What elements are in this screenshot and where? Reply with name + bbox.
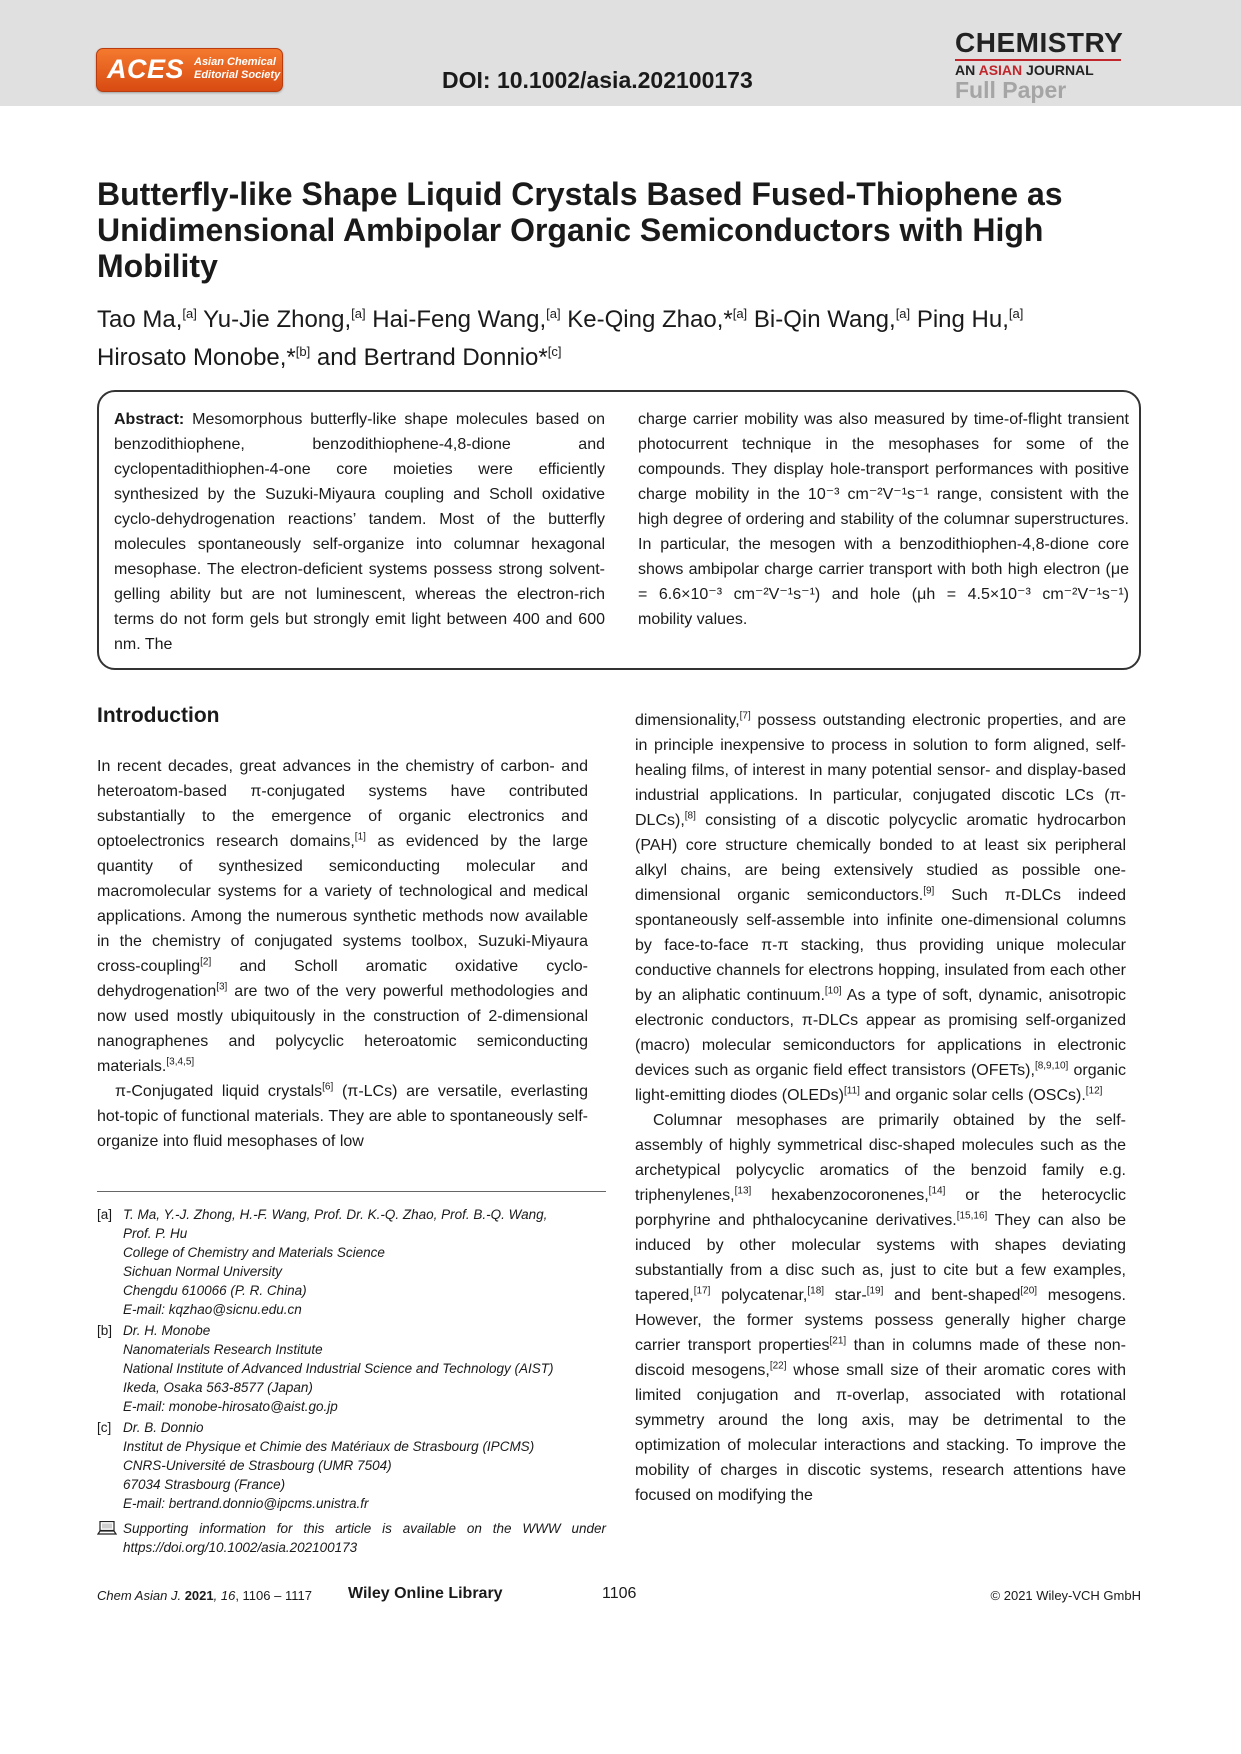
citation[interactable]: [9] <box>923 885 935 897</box>
citation[interactable]: [1] <box>354 831 366 843</box>
affiliation-b: [b] Dr. H. Monobe Nanomaterials Research Institute National Institute of Advanced Industrial Science and Technology (AIST) Ikeda, Osaka 563-8577 (Japan) E-mail: monobe-hirosato@aist.go.jp <box>97 1321 606 1416</box>
author-list <box>97 298 1137 374</box>
citation[interactable]: [11] <box>843 1085 860 1097</box>
section-heading-introduction: Introduction <box>97 704 220 727</box>
citation[interactable]: [7] <box>739 710 751 722</box>
intro-paragraph-4: Columnar mesophases are primarily obtained by the self-assembly of highly symmetrical disc-shaped molecules such as the archetypical polycyclic aromatics of the benzoid family e.g. triphenylenes,[13] hexabenzocoronenes,[14] or the heterocyclic porphyrine and phthalocycanine derivatives.[15,16] They can also be induced by other molecular systems with shapes deviating substantially from a disc such as, just to cite but a few examples, tapered,[17] polycatenar,[18] star-[19] and bent-shaped[20] mesogens. However, the former systems possess generally higher charge carrier transport properties[21] than in columns made of these non-discoid mesogens,[22] whose small size of their aromatic cores with limited conjugation and π-overlap, associated with rotational symmetry around the long axis, may be detrimental to the optimization of molecular interactions and stacking. To improve the mobility of charges in discotic systems, research attentions have focused on modifying the <box>635 1112 1127 1504</box>
email-link[interactable]: E-mail: bertrand.donnio@ipcms.unistra.fr <box>123 1496 369 1511</box>
abstract-left-column <box>114 407 605 657</box>
email-link[interactable]: E-mail: kqzhao@sicnu.edu.cn <box>123 1302 302 1317</box>
header-bar <box>0 0 1241 106</box>
citation[interactable]: [21] <box>829 1335 847 1347</box>
affiliation-a: [a] T. Ma, Y.-J. Zhong, H.-F. Wang, Prof. Dr. K.-Q. Zhao, Prof. B.-Q. Wang, Prof. P. Hu College of Chemistry and Materials Science Sichuan Normal University Chengdu 610066 (P. R. China) E-mail: kqzhao@sicnu.edu.cn <box>97 1205 606 1319</box>
page-footer <box>97 1585 1141 1607</box>
citation[interactable]: [20] <box>1020 1285 1038 1297</box>
body-column-left <box>97 702 588 1154</box>
copyright-notice: © 2021 Wiley-VCH GmbH <box>990 1588 1141 1603</box>
email-link[interactable]: E-mail: monobe-hirosato@aist.go.jp <box>123 1399 338 1414</box>
citation[interactable]: [22] <box>769 1360 787 1372</box>
affiliations-footnotes <box>97 1205 606 1557</box>
author-line-2: Hirosato Monobe,*[b] and Bertrand Donnio*[c] <box>97 344 562 371</box>
abstract-label: Abstract: <box>114 411 185 428</box>
abstract-text-left: Mesomorphous butterfly-like shape molecules based on benzodithiophene, benzodithiophene-4,8-dione and cyclopentadithiophen-4-one core moieties were efficiently synthesized by the Suzuki-Miyaura coupling and Scholl oxidative cyclo-dehydrogenation reactions’ tandem. Most of the butterfly molecules spontaneously self-organize into columnar hexagonal mesophase. The electron-deficient systems possess strong solvent-gelling ability but are not luminescent, whereas the electron-rich terms do not form gels but strongly emit light between 400 and 600 nm. The <box>114 411 605 653</box>
citation[interactable]: [3,4,5] <box>166 1056 195 1068</box>
journal-logo-subtitle: AN ASIAN JOURNAL <box>955 62 1094 78</box>
aces-logo <box>96 48 283 92</box>
intro-paragraph-2: π-Conjugated liquid crystals[6] (π-LCs) are versatile, everlasting hot-topic of functional materials. They are able to spontaneously self-organize into fluid mesophases of low <box>97 1081 588 1150</box>
body-column-right <box>635 708 1126 1508</box>
computer-icon <box>97 1521 117 1535</box>
citation[interactable]: [15,16] <box>956 1210 988 1222</box>
journal-logo-chemistry: CHEMISTRY <box>955 27 1124 58</box>
wiley-online-library-link[interactable]: Wiley Online Library <box>348 1585 503 1602</box>
abstract-right-column: charge carrier mobility was also measured by time-of-flight transient photocurrent technique in the mesophases for some of the compounds. They display hole-transport performances with positive charge mobility in the 10⁻³ cm⁻²V⁻¹s⁻¹ range, consistent with the high degree of ordering and stability of the columnar superstructures. In particular, the mesogen with a benzodithiophen-4,8-dione core shows ambipolar charge carrier transport with both high electron (μe = 6.6×10⁻³ cm⁻²V⁻¹s⁻¹) and hole (μh = 4.5×10⁻³ cm⁻²V⁻¹s⁻¹) mobility values. <box>638 411 1129 628</box>
aces-logo-subtitle: Asian Chemical Editorial Society <box>194 56 281 81</box>
article-title: Butterfly-like Shape Liquid Crystals Based Fused-Thiophene as Unidimensional Ambipolar Organic Semiconductors with High Mobility <box>97 176 1063 284</box>
doi-text[interactable]: DOI: 10.1002/asia.202100173 <box>442 67 753 93</box>
citation[interactable]: [18] <box>807 1285 825 1297</box>
citation[interactable]: [6] <box>322 1081 334 1093</box>
citation[interactable]: [8] <box>684 810 696 822</box>
author-line-1: Tao Ma,[a] Yu-Jie Zhong,[a] Hai-Feng Wang,[a] Ke-Qing Zhao,*[a] Bi-Qin Wang,[a] Ping Hu,[a] <box>97 306 1024 333</box>
citation[interactable]: [10] <box>824 985 842 997</box>
citation[interactable]: [3] <box>216 981 228 993</box>
citation[interactable]: [8,9,10] <box>1034 1060 1069 1072</box>
abstract-box <box>97 390 1141 670</box>
article-type: Full Paper <box>955 77 1067 103</box>
journal-logo-rule <box>955 59 1121 61</box>
intro-paragraph-1: In recent decades, great advances in the chemistry of carbon- and heteroatom-based π-conjugated systems have contributed substantially to the emergence of organic electronics and optoelectronics research domains,[1] as evidenced by the large quantity of synthesized semiconducting molecular and macromolecular systems for a variety of technological and medical applications. Among the numerous synthetic methods now available in the chemistry of conjugated systems toolbox, Suzuki-Miyaura cross-coupling[2] and Scholl aromatic oxidative cyclo-dehydrogenation[3] are two of the very powerful methodologies and now used mostly ubiquitously in the construction of 2-dimensional nanographenes and polycyclic heteroatomic semiconducting materials.[3,4,5] <box>97 758 588 1075</box>
intro-paragraph-3: dimensionality,[7] possess outstanding electronic properties, and are in principle inexpensive to process in solution to form aligned, self-healing films, of interest in many potential sensor- and display-based industrial applications. In particular, conjugated discotic LCs (π-DLCs),[8] consisting of a discotic polycyclic aromatic hydrocarbon (PAH) core structure chemically bonded to at least six peripheral alkyl chains, are being extensively studied as possible one-dimensional organic semiconductors.[9] Such π-DLCs indeed spontaneously self-assemble into infinite one-dimensional columns by face-to-face π-π stacking, thus providing unique molecular conductive channels for electrons hopping, insulated from each other by an aliphatic continuum.[10] As a type of soft, dynamic, anisotropic electronic conductors, π-DLCs appear as promising self-organized (macro) molecular semiconductors for applications in electronic devices such as organic field effect transistors (OFETs),[8,9,10] organic light-emitting diodes (OLEDs)[11] and organic solar cells (OSCs).[12] <box>635 710 1126 1104</box>
citation[interactable]: [2] <box>200 956 212 968</box>
footnote-divider <box>97 1191 606 1192</box>
citation[interactable]: [17] <box>693 1285 711 1297</box>
citation[interactable]: [13] <box>734 1185 752 1197</box>
aces-logo-word: ACES <box>107 54 185 84</box>
citation[interactable]: [14] <box>928 1185 946 1197</box>
citation[interactable]: [19] <box>866 1285 884 1297</box>
page-number: 1106 <box>602 1585 637 1602</box>
affiliation-c: [c] Dr. B. Donnio Institut de Physique et Chimie des Matériaux de Strasbourg (IPCMS) CNRS-Université de Strasbourg (UMR 7504) 67034 Strasbourg (France) E-mail: bertrand.donnio@ipcms.unistra.fr <box>97 1418 606 1513</box>
journal-citation: Chem Asian J. 2021, 16, 1106 – 1117 <box>97 1588 312 1603</box>
supporting-information-note[interactable]: Supporting information for this article is available on the WWW under https://doi.org/10.1002/asia.202100173 <box>97 1519 606 1557</box>
journal-logo <box>955 28 1145 102</box>
citation[interactable]: [12] <box>1085 1085 1103 1097</box>
